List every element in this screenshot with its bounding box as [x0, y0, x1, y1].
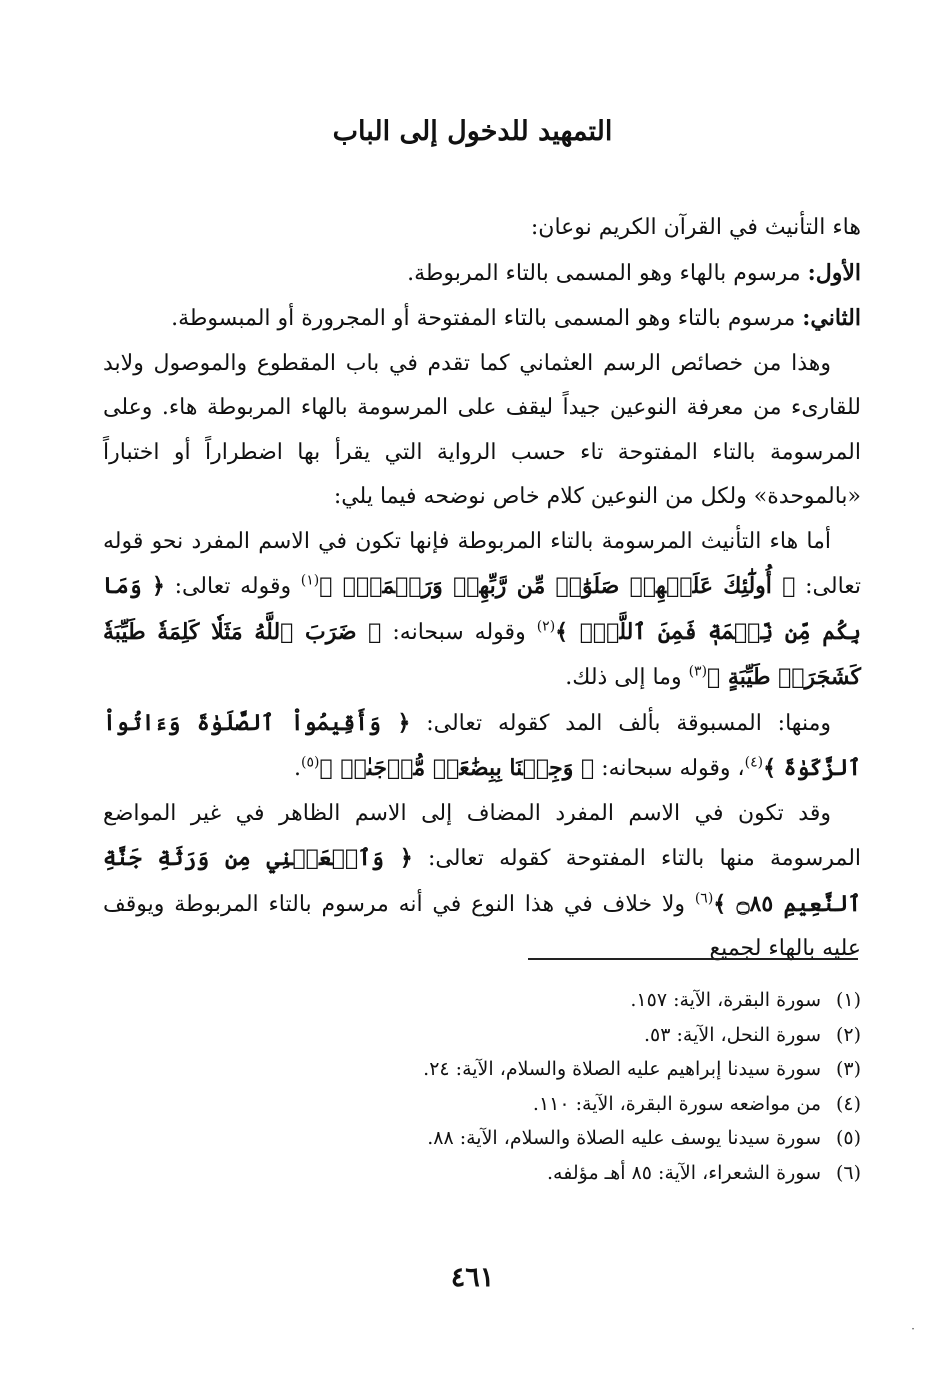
footnotes	[103, 983, 861, 1191]
idafa-paragraph	[103, 792, 861, 972]
footnote-text: سورة سيدنا يوسف عليه الصلاة والسلام، الآية: ٨٨.	[427, 1127, 821, 1150]
quran-verse: ﴿ ضَرَبَ ٱللَّهُ مَثَلٗا كَلِمَةٗ طَيِّبَةٗ كَشَجَرَةٖ طَيِّبَةٍ ﴾	[103, 618, 861, 690]
footnote-ref: (٦)	[694, 890, 714, 907]
second-type-label: الثاني:	[802, 305, 861, 331]
text-segment: أما هاء التأنيث المرسومة بالتاء المربوطة فإنها تكون في الاسم المفرد نحو قوله تعالى:	[103, 528, 862, 599]
footnote-ref: (٥)	[301, 754, 320, 771]
first-type-label: الأول:	[807, 259, 861, 286]
text-segment: وقد تكون في الاسم المفرد المضاف إلى الاسم الظاهر في غير المواضع المرسومة منها بالتاء المفتوحة كقوله تعالى:	[103, 800, 862, 871]
second-type-text: مرسوم بالتاء وهو المسمى بالتاء المفتوحة أو المجرورة أو المبسوطة.	[171, 306, 796, 331]
text-segment: وقوله تعالى:	[174, 574, 292, 599]
footnote-text: سورة الشعراء، الآية: ٨٥ أهـ مؤلفه.	[547, 1161, 821, 1184]
first-type-paragraph	[103, 251, 861, 297]
text-segment: ، وقوله سبحانه:	[601, 756, 745, 781]
marbuta-paragraph	[103, 520, 861, 701]
scan-speck: ·	[911, 1322, 915, 1336]
rasm-paragraph: وهذا من خصائص الرسم العثماني كما تقدم في باب المقطوع والموصول ولابد للقارىء من معرفة النوعين جيداً ليقف على المرسومة بالهاء المربوطة هاء. وعلى المرسومة بالتاء المفتوحة تاء حسب الرواية التي يقرأ بها اضطراراً أو اختباراً «بالموحدة» ولكل من النوعين كلام خاص نوضحه فيما يلي:	[103, 350, 861, 509]
footnote-text: سورة النحل، الآية: ٥٣.	[643, 1023, 821, 1046]
footnote-ref: (٤)	[744, 754, 764, 771]
footnote-number: (١)	[835, 989, 861, 1011]
footnote-number: (٣)	[835, 1058, 861, 1081]
footnote-number: (٥)	[835, 1127, 861, 1150]
first-type-text: مرسوم بالهاء وهو المسمى بالتاء المربوطة.	[407, 260, 801, 286]
footnote-item	[103, 1121, 861, 1156]
footnote-item	[103, 1018, 861, 1053]
page-number: ٤٦١	[450, 1262, 495, 1293]
footnote-item	[103, 1156, 861, 1191]
text-segment: ولا خلاف في هذا النوع في أنه مرسوم بالتاء المربوطة ويوقف عليه بالهاء لجميع	[103, 891, 861, 961]
quran-verse: ﴿ وَجِئۡنَا بِبِضَٰعَةٖ مُّزۡجَىٰةٖ ﴾	[319, 755, 595, 781]
text-segment: ومنها: المسبوقة بألف المد كقوله تعالى:	[426, 710, 831, 736]
second-type-paragraph	[103, 296, 861, 342]
alif-madd-paragraph	[103, 701, 861, 792]
footnote-number: (٦)	[835, 1161, 861, 1184]
footnote-item	[103, 983, 861, 1018]
footnote-text: من مواضعه سورة البقرة، الآية: ١١٠.	[532, 1092, 821, 1115]
main-text	[103, 206, 861, 972]
footnote-item	[103, 1052, 861, 1087]
text-segment: وما إلى ذلك.	[565, 665, 682, 690]
page-title: التمهيد للدخول إلى الباب	[332, 116, 613, 147]
text-segment: .	[294, 756, 302, 781]
quran-verse: ﴿ وَأَقِيمُواْ ٱلصَّلَوٰةَ وَءَاتُواْ ٱلزَّكَوٰةَ ﴾	[103, 709, 861, 781]
footnote-number: (٢)	[835, 1023, 861, 1046]
footnote-ref: (٣)	[688, 663, 708, 680]
footnote-divider	[528, 958, 858, 960]
footnote-item	[103, 1087, 861, 1122]
quran-verse: ﴿ وَمَا بِكُم مِّن نِّعۡمَةٖ فَمِنَ ٱللَّهِۖ ﴾	[103, 573, 862, 645]
text-segment: وقوله سبحانه:	[392, 619, 526, 645]
footnote-ref: (١)	[300, 572, 320, 589]
footnote-number: (٤)	[835, 1092, 861, 1115]
footnote-text: سورة سيدنا إبراهيم عليه الصلاة والسلام، الآية: ٢٤.	[423, 1058, 821, 1081]
footnote-text: سورة البقرة، الآية: ١٥٧.	[630, 989, 821, 1011]
quran-verse: ﴿ أُولَٰٓئِكَ عَلَيۡهِمۡ صَلَوَٰتٞ مِّن رَّبِّهِمۡ وَرَحۡمَةٞۖ ﴾	[319, 573, 796, 599]
footnote-ref: (٢)	[536, 618, 556, 635]
intro-paragraph: هاء التأنيث في القرآن الكريم نوعان:	[530, 215, 861, 240]
quran-verse: ﴿ وَٱجۡعَلۡنِي مِن وَرَثَةِ جَنَّةِ ٱلنَّعِيمِ ۝٨٥ ﴾	[103, 845, 861, 917]
